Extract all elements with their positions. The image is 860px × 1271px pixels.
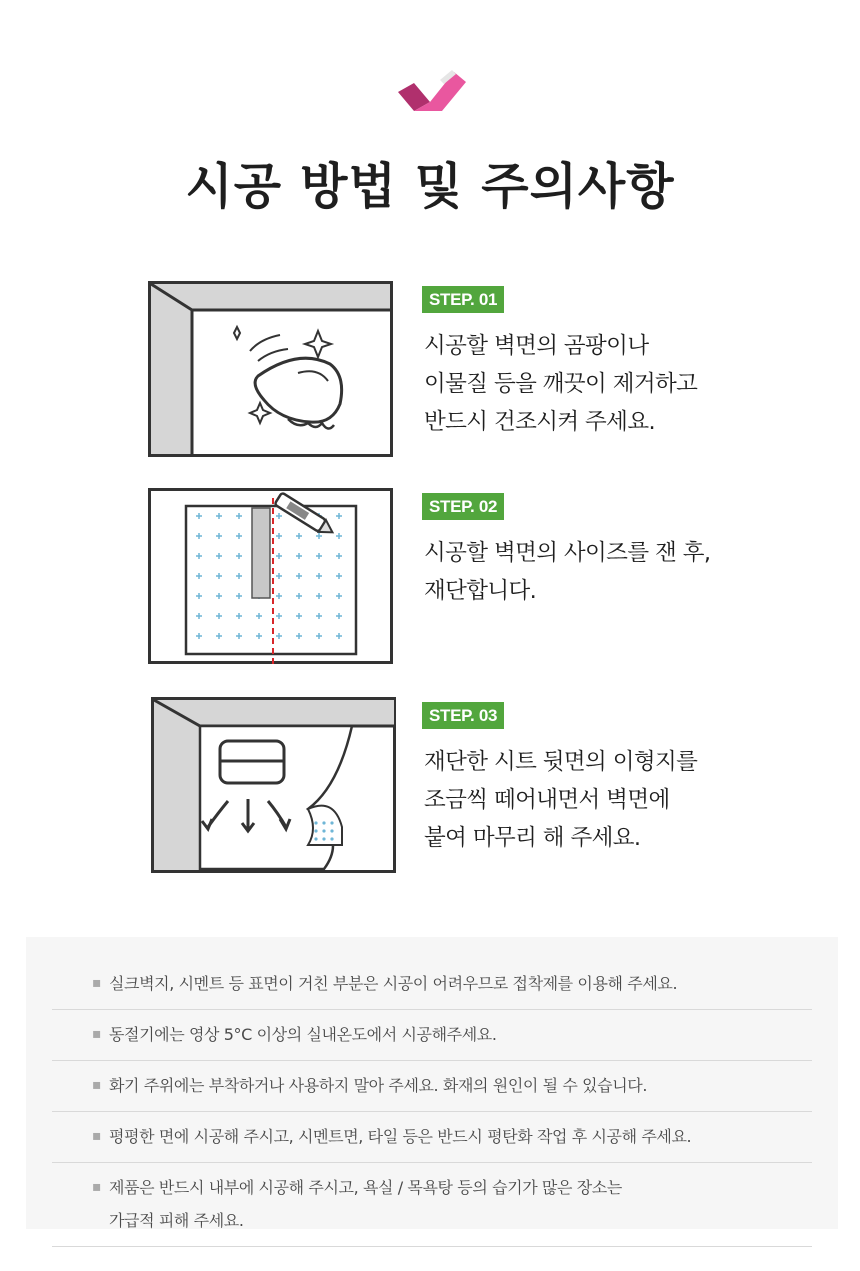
notes-list xyxy=(26,937,838,1247)
bullet-icon: ▪ xyxy=(92,1179,102,1195)
caution-notes xyxy=(26,937,838,1229)
bullet-icon: ▪ xyxy=(92,1077,102,1093)
bullet-icon: ▪ xyxy=(92,1128,102,1144)
list-item: ▪ 실크벽지, 시멘트 등 표면이 거친 부분은 시공이 어려우므로 접착제를 이용해 주세요. xyxy=(52,959,812,1010)
bullet-icon: ▪ xyxy=(92,975,102,991)
list-item: ▪ 화기 주위에는 부착하거나 사용하지 말아 주세요. 화재의 원인이 될 수 있습니다. xyxy=(52,1061,812,1112)
step-1 xyxy=(148,281,748,461)
step-badge: STEP. 03 xyxy=(422,702,504,729)
list-item: ▪ 동절기에는 영상 5°C 이상의 실내온도에서 시공해주세요. xyxy=(52,1010,812,1061)
step-2 xyxy=(148,488,748,668)
step-badge: STEP. 02 xyxy=(422,493,504,520)
step-badge: STEP. 01 xyxy=(422,286,504,313)
step-3 xyxy=(148,697,748,877)
step-description: 시공할 벽면의 곰팡이나 이물질 등을 깨끗이 제거하고 반드시 건조시켜 주세요. xyxy=(424,333,698,435)
page-title: 시공 방법 및 주의사항 xyxy=(185,158,675,215)
bullet-icon: ▪ xyxy=(92,1026,102,1042)
checkmark-logo-icon xyxy=(396,66,468,112)
list-item: ▪ 제품은 반드시 내부에 시공해 주시고, 욕실 / 목욕탕 등의 습기가 많은 장소는 가급적 피해 주세요. xyxy=(52,1163,812,1247)
cloth-wiping-illustration xyxy=(148,281,396,459)
step-description: 시공할 벽면의 사이즈를 잰 후, 재단합니다. xyxy=(424,540,711,604)
step-description: 재단한 시트 뒷면의 이형지를 조금씩 떼어내면서 벽면에 붙여 마무리 해 주세요. xyxy=(424,749,698,851)
list-item: ▪ 평평한 면에 시공해 주시고, 시멘트면, 타일 등은 반드시 평탄화 작업 후 시공해 주세요. xyxy=(52,1112,812,1163)
grid-sheet-cutting-illustration xyxy=(148,488,396,666)
sheet-peeling-illustration xyxy=(148,697,396,875)
